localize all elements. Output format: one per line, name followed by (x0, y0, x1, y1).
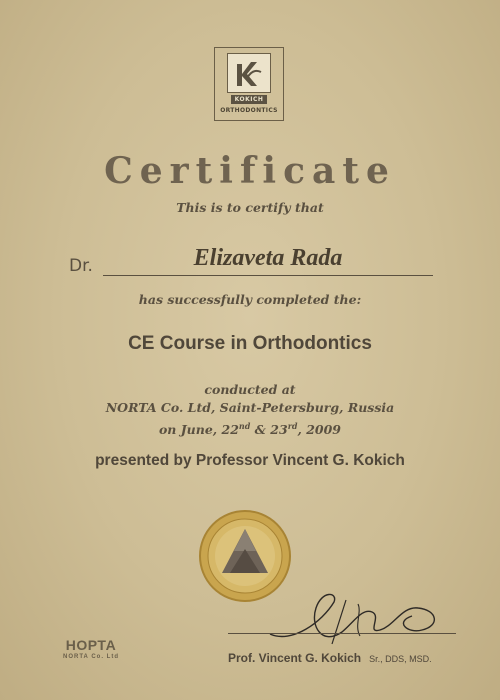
certificate-title: Certificate (104, 150, 396, 192)
signer-block (228, 651, 432, 665)
name-underline (103, 275, 433, 276)
norta-company: NORTA Co. Ltd (63, 654, 119, 660)
recipient-name: Elizaveta Rada (193, 245, 343, 271)
presented-by: presented by Professor Vincent G. Kokich (95, 452, 405, 469)
norta-logo (56, 637, 126, 660)
conducted-line-2: NORTA Co. Ltd, Saint-Petersburg, Russia (105, 400, 395, 415)
completed-text: has successfully completed the: (138, 292, 362, 307)
signature-graphic (262, 582, 452, 652)
conducted-block (0, 381, 500, 439)
recipient-prefix: Dr. (69, 256, 93, 276)
conducted-date: on June, 22nd & 23rd, 2009 (158, 421, 342, 438)
kokich-logo-icon (227, 53, 271, 93)
norta-name: НОРТА (65, 637, 117, 653)
course-title: CE Course in Orthodontics (128, 333, 372, 354)
logo-brand-text: KOKICH (231, 95, 268, 104)
signer-name: Prof. Vincent G. Kokich (228, 651, 362, 665)
kokich-logo (214, 47, 284, 121)
signature-line (228, 633, 456, 634)
signer-credentials: Sr., DDS, MSD. (369, 654, 432, 664)
logo-sub-text: ORTHODONTICS (220, 107, 278, 114)
conducted-line-1: conducted at (204, 382, 296, 397)
certify-text: This is to certify that (176, 200, 324, 215)
